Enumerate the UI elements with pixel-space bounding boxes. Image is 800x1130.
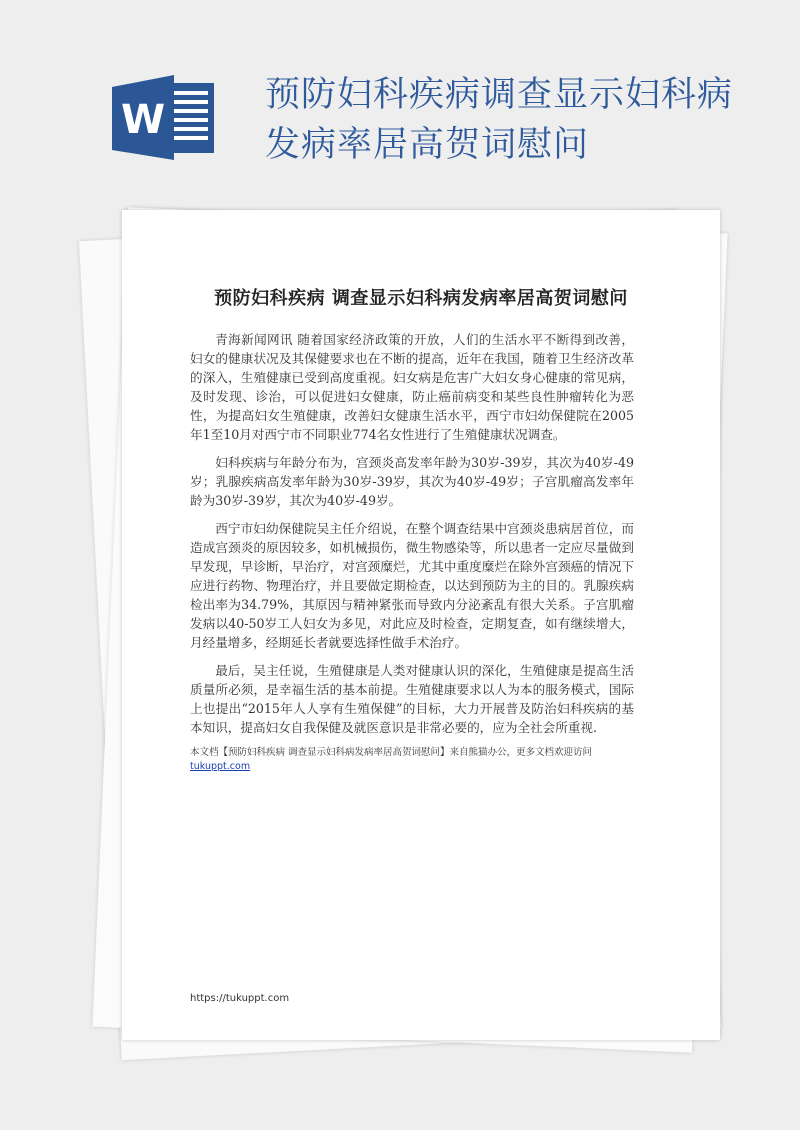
header-title: 预防妇科疾病调查显示妇科病发病率居高贺词慰问 xyxy=(265,75,734,165)
source-text: 本文档【预防妇科疾病 调查显示妇科病发病率居高贺词慰问】来自熊猫办公，更多文档欢迎访问 xyxy=(190,747,593,758)
paragraph: 最后，吴主任说，生殖健康是人类对健康认识的深化，生殖健康是提高生活质量所必须，是幸福生活的基本前提。生殖健康要求以人为本的服务模式，国际上也提出“2015年人人享有生殖保健”的目标，大力开展普及防治妇科疾病的基本知识，提高妇女自我保健及就医意识是非常必要的，应为全社会所重视. xyxy=(190,663,634,735)
footer-url[interactable]: https://tukuppt.com xyxy=(190,993,290,1004)
paragraph: 妇科疾病与年龄分布为，宫颈炎高发率年龄为30岁-39岁，其次为40岁-49岁；乳腺疾病高发率年龄为30岁-39岁，其次为40岁-49岁；子宫肌瘤高发率年龄为30岁-39岁，其次为40岁-49岁。 xyxy=(190,455,634,508)
svg-text:W: W xyxy=(121,97,166,143)
paragraph: 青海新闻网讯 随着国家经济政策的开放，人们的生活水平不断得到改善，妇女的健康状况及其保健要求也在不断的提高，近年在我国，随着卫生经济改革的深入，生殖健康已受到高度重视。妇女病是危害广大妇女身心健康的常见病，及时发现、诊治，可以促进妇女健康，防止癌前病变和某些良性肿瘤转化为恶性，为提高妇女生殖健康，改善妇女健康生活水平，西宁市妇幼保健院在2005年1至10月对西宁市不同职业774名女性进行了生殖健康状况调查。 xyxy=(190,332,634,442)
paragraph: 西宁市妇幼保健院吴主任介绍说，在整个调查结果中宫颈炎患病居首位，而造成宫颈炎的原因较多，如机械损伤，微生物感染等，所以患者一定应尽量做到早发现，早诊断，早治疗，对宫颈糜烂，尤其中重度糜烂在除外宫颈癌的情况下应进行药物、物理治疗，并且要做定期检查，以达到预防为主的目的。乳腺疾病检出率为34.79%，其原因与精神紧张而导致内分泌紊乱有很大关系。子宫肌瘤发病以40-50岁工人妇女为多见，对此应及时检查，定期复查，如有继续增大，月经量增多，经期延长者就要选择性做手术治疗。 xyxy=(190,521,634,650)
source-link[interactable]: tukuppt.com xyxy=(190,761,251,772)
document-body xyxy=(190,330,634,774)
word-icon xyxy=(112,75,217,160)
document-page xyxy=(122,210,720,1040)
source-note xyxy=(190,746,634,774)
document-title: 预防妇科疾病 调查显示妇科病发病率居高贺词慰问 xyxy=(214,288,628,309)
